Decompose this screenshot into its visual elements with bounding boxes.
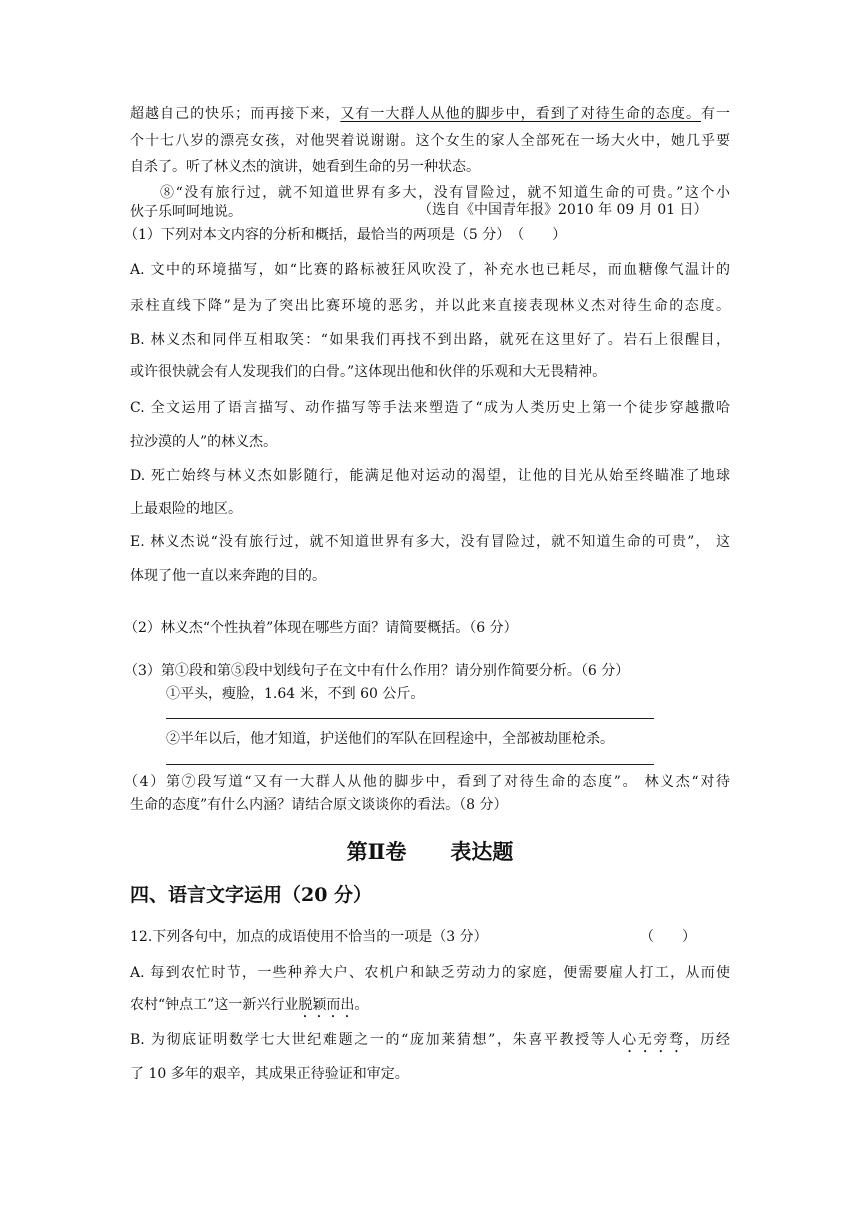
question-12-stem: 12.下列各句中，加点的成语使用不恰当的一项是（3 分） bbox=[130, 929, 488, 945]
q1-option-e: 体现了他一直以来奔跑的目的。 bbox=[130, 568, 326, 584]
q3-item-2: ②半年以后，他才知道，护送他们的军队在回程途中，全部被劫匪枪杀。 bbox=[166, 731, 614, 747]
part-subtitle: 表达题 bbox=[450, 839, 514, 864]
q1-option-a: 汞柱直线下降”是为了突出比赛环境的恶劣，并以此来直接表现林义杰对待生命的态度。 bbox=[130, 298, 730, 314]
q1-option-a: A. 文中的环境描写，如“比赛的路标被狂风吹没了，补充水也已耗尽，而血糖像气温计的 bbox=[130, 262, 730, 278]
q12-option-a bbox=[130, 995, 730, 1021]
passage-line: 个十七八岁的漂亮女孩，对他哭着说谢谢。这个女生的家人全部死在一场大火中，她几乎要 bbox=[130, 133, 730, 149]
q1-option-c: C. 全文运用了语言描写、动作描写等手法来塑造了“成为人类历史上第一个徒步穿越撒哈 bbox=[130, 400, 730, 416]
text-segment: 超越自己的快乐；而再接下来， bbox=[130, 106, 341, 122]
question-4-line: 生命的态度”有什么内涵？请结合原文谈谈你的看法。（8 分） bbox=[130, 797, 508, 813]
q12-option-b: 了 10 多年的艰辛，其成果正待验证和审定。 bbox=[130, 1066, 409, 1082]
dotted-idiom: 脱颖而出 bbox=[298, 997, 355, 1013]
text-segment: 农村“钟点工”这一新兴行业 bbox=[130, 997, 299, 1013]
text-segment: 有一 bbox=[700, 106, 731, 122]
q1-option-e: E. 林义杰说“没有旅行过，就不知道世界有多大，没有冒险过，就不知道生命的可贵”， 这 bbox=[130, 534, 730, 550]
q1-option-b: 或许很快就会有人发现我们的白骨。”这体现出他和伙伴的乐观和大无畏精神。 bbox=[130, 364, 607, 380]
q3-item-1: ①平头，瘦脸，1.64 米，不到 60 公斤。 bbox=[166, 686, 425, 702]
q1-option-d: D. 死亡始终与林义杰如影随行，能满足他对运动的渴望，让他的目光从始至终瞄准了地球 bbox=[130, 468, 730, 484]
section-heading: 四、语言文字运用（20 分） bbox=[130, 884, 373, 906]
text-segment: B. 为彻底证明数学七大世纪难题之一的“庞加莱猜想”，朱喜平教授等人 bbox=[130, 1032, 623, 1048]
answer-line bbox=[166, 718, 654, 719]
passage-line: ⑧“没有旅行过，就不知道世界有多大，没有冒险过，就不知道生命的可贵。”这个小 bbox=[160, 185, 730, 201]
passage-line: 自杀了。听了林义杰的演讲，她看到生命的另一种状态。 bbox=[130, 159, 480, 175]
answer-paren: （ ） bbox=[640, 929, 696, 945]
q12-option-b bbox=[130, 1030, 730, 1056]
question-4-line: （4）第⑦段写道“又有一大群人从他的脚步中，看到了对待生命的态度”。 林义杰“对待 bbox=[124, 774, 730, 790]
q12-option-a: A. 每到农忙时节，一些种养大户、农机户和缺乏劳动力的家庭，便需要雇人打工，从而使 bbox=[130, 965, 730, 981]
answer-line bbox=[166, 764, 654, 765]
question-1-stem: （1）下列对本文内容的分析和概括，最恰当的两项是（5 分） （ ） bbox=[124, 227, 567, 243]
q1-option-b: B. 林义杰和同伴互相取笑：“如果我们再找不到出路，就死在这里好了。岩石上很醒目， bbox=[130, 332, 730, 348]
q1-option-c: 拉沙漠的人”的林义杰。 bbox=[130, 434, 278, 450]
q1-option-d: 上最艰险的地区。 bbox=[130, 501, 242, 517]
question-3-stem: （3）第①段和第⑤段中划线句子在文中有什么作用？请分别作简要分析。（6 分） bbox=[124, 663, 630, 679]
part-label: 第Ⅱ卷 bbox=[346, 839, 407, 864]
text-segment: 伙子乐呵呵地说。 bbox=[130, 204, 242, 220]
text-segment: 。 bbox=[354, 997, 369, 1013]
part-heading bbox=[130, 839, 730, 865]
underlined-sentence: 又有一大群人从他的脚步中，看到了对待生命的态度。 bbox=[340, 106, 701, 122]
question-2-stem: （2）林义杰“个性执着”体现在哪些方面？请简要概括。（6 分） bbox=[124, 620, 518, 636]
dotted-idiom: 心无旁骛 bbox=[622, 1032, 685, 1048]
source-citation: （选自《中国青年报》2010 年 09 月 01 日） bbox=[418, 202, 708, 218]
passage-line bbox=[130, 104, 730, 124]
text-segment: ，历经 bbox=[684, 1032, 730, 1048]
